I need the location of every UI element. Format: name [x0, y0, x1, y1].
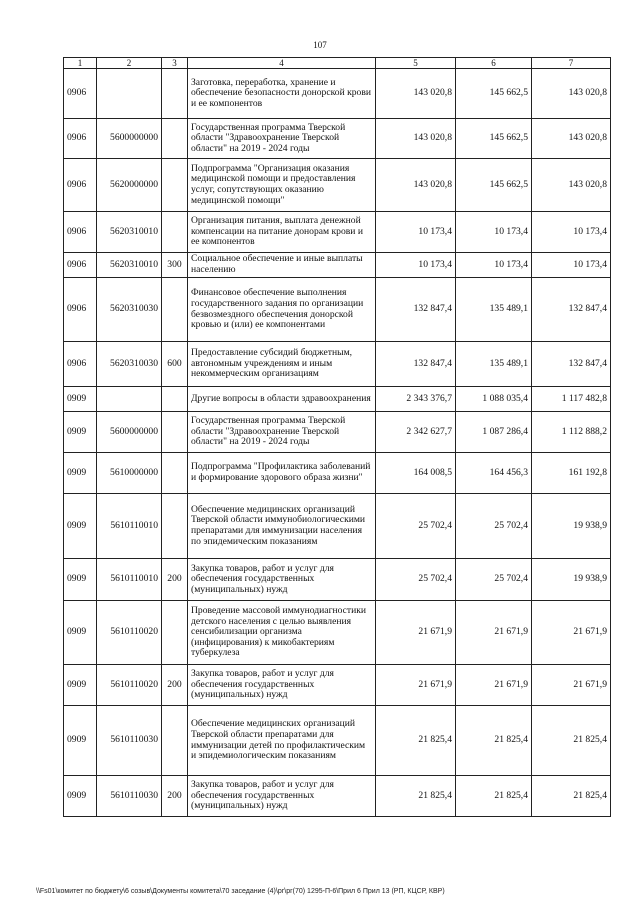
amount-col5: 21 671,9: [376, 665, 456, 706]
amount-col7: 19 938,9: [532, 494, 611, 559]
expense-type: [162, 69, 188, 119]
expense-type: 300: [162, 253, 188, 278]
target-code: 5610110020: [97, 601, 162, 665]
amount-col7: 132 847,4: [532, 342, 611, 387]
amount-col5: 2 342 627,7: [376, 412, 456, 453]
section-code: 0909: [64, 601, 97, 665]
section-code: 0906: [64, 159, 97, 212]
col-header-2: 2: [97, 58, 162, 69]
amount-col5: 21 825,4: [376, 776, 456, 817]
amount-col5: 132 847,4: [376, 278, 456, 342]
col-header-6: 6: [456, 58, 532, 69]
section-code: 0909: [64, 776, 97, 817]
amount-col7: 132 847,4: [532, 278, 611, 342]
amount-col5: 143 020,8: [376, 119, 456, 159]
table-row: [64, 159, 611, 212]
section-code: 0906: [64, 278, 97, 342]
amount-col6: 21 825,4: [456, 706, 532, 776]
item-name: Закупка товаров, работ и услуг для обеспечения государственных (муниципальных) нужд: [188, 776, 376, 817]
table-row: [64, 494, 611, 559]
table-row: [64, 119, 611, 159]
table-row: [64, 387, 611, 412]
section-code: 0906: [64, 253, 97, 278]
target-code: 5610110010: [97, 559, 162, 601]
item-name: Закупка товаров, работ и услуг для обеспечения государственных (муниципальных) нужд: [188, 665, 376, 706]
expense-type: [162, 706, 188, 776]
col-header-5: 5: [376, 58, 456, 69]
amount-col7: 143 020,8: [532, 119, 611, 159]
amount-col6: 135 489,1: [456, 278, 532, 342]
target-code: 5600000000: [97, 119, 162, 159]
item-name: Социальное обеспечение и иные выплаты населению: [188, 253, 376, 278]
amount-col5: 21 671,9: [376, 601, 456, 665]
amount-col6: 145 662,5: [456, 159, 532, 212]
item-name: Другие вопросы в области здравоохранения: [188, 387, 376, 412]
target-code: 5610110010: [97, 494, 162, 559]
file-path-footer: \\Fs01\комитет по бюджету\6 созыв\Документы комитета\70 заседание (4)\рг\рг(70) 1295-П-6\Прил 6 Прил 13 (РП, КЦСР, КВР): [36, 888, 445, 895]
item-name: Заготовка, переработка, хранение и обеспечение безопасности донорской крови и ее компонентов: [188, 69, 376, 119]
table-row: [64, 601, 611, 665]
item-name: Проведение массовой иммунодиагностики детского населения с целью выявления сенсибилизации организма (инфицирования) к микобактериям туберкулеза: [188, 601, 376, 665]
table-row: [64, 776, 611, 817]
amount-col7: 21 825,4: [532, 776, 611, 817]
amount-col5: 21 825,4: [376, 706, 456, 776]
expense-type: [162, 387, 188, 412]
target-code: 5620000000: [97, 159, 162, 212]
expense-type: 200: [162, 776, 188, 817]
col-header-1: 1: [64, 58, 97, 69]
table-row: [64, 69, 611, 119]
amount-col6: 25 702,4: [456, 494, 532, 559]
page-number: 107: [313, 40, 327, 50]
table-row: [64, 412, 611, 453]
amount-col6: 25 702,4: [456, 559, 532, 601]
amount-col6: 10 173,4: [456, 212, 532, 253]
amount-col7: 19 938,9: [532, 559, 611, 601]
amount-col6: 145 662,5: [456, 119, 532, 159]
amount-col7: 10 173,4: [532, 212, 611, 253]
col-header-4: 4: [188, 58, 376, 69]
section-code: 0909: [64, 665, 97, 706]
amount-col7: 161 192,8: [532, 453, 611, 494]
amount-col7: 21 671,9: [532, 601, 611, 665]
expense-type: [162, 601, 188, 665]
expense-type: [162, 412, 188, 453]
section-code: 0906: [64, 119, 97, 159]
section-code: 0906: [64, 69, 97, 119]
section-code: 0909: [64, 559, 97, 601]
table-row: [64, 253, 611, 278]
table-row: [64, 559, 611, 601]
amount-col7: 143 020,8: [532, 69, 611, 119]
amount-col6: 21 671,9: [456, 665, 532, 706]
item-name: Подпрограмма "Профилактика заболеваний и формирование здорового образа жизни": [188, 453, 376, 494]
target-code: 5620310030: [97, 342, 162, 387]
section-code: 0909: [64, 412, 97, 453]
table-row: [64, 665, 611, 706]
item-name: Предоставление субсидий бюджетным, автономным учреждениям и иным некоммерческим организациям: [188, 342, 376, 387]
amount-col7: 1 112 888,2: [532, 412, 611, 453]
item-name: Обеспечение медицинских организаций Тверской области иммунобиологическими препаратами для иммунизации населения по эпидемическим показаниям: [188, 494, 376, 559]
target-code: 5620310030: [97, 278, 162, 342]
expense-type: 600: [162, 342, 188, 387]
target-code: 5610000000: [97, 453, 162, 494]
section-code: 0909: [64, 706, 97, 776]
item-name: Подпрограмма "Организация оказания медицинской помощи и предоставления услуг, сопутствующих оказанию медицинской помощи": [188, 159, 376, 212]
col-header-7: 7: [532, 58, 611, 69]
amount-col7: 1 117 482,8: [532, 387, 611, 412]
item-name: Финансовое обеспечение выполнения государственного задания по организации безвозмездного обеспечения донорской кровью и (или) ее компонентами: [188, 278, 376, 342]
amount-col6: 10 173,4: [456, 253, 532, 278]
section-code: 0906: [64, 212, 97, 253]
section-code: 0909: [64, 387, 97, 412]
table-row: [64, 706, 611, 776]
col-header-3: 3: [162, 58, 188, 69]
item-name: Закупка товаров, работ и услуг для обеспечения государственных (муниципальных) нужд: [188, 559, 376, 601]
amount-col5: 25 702,4: [376, 494, 456, 559]
table-row: [64, 212, 611, 253]
expense-type: [162, 119, 188, 159]
target-code: 5610110030: [97, 776, 162, 817]
amount-col5: 132 847,4: [376, 342, 456, 387]
amount-col6: 21 671,9: [456, 601, 532, 665]
expense-type: [162, 278, 188, 342]
amount-col6: 1 088 035,4: [456, 387, 532, 412]
item-name: Государственная программа Тверской области "Здравоохранение Тверской области" на 2019 - 2024 годы: [188, 119, 376, 159]
item-name: Обеспечение медицинских организаций Тверской области препаратами для иммунизации детей по профилактическим и эпидемиологическим показаниям: [188, 706, 376, 776]
section-code: 0906: [64, 342, 97, 387]
target-code: [97, 69, 162, 119]
amount-col7: 21 671,9: [532, 665, 611, 706]
target-code: 5610110030: [97, 706, 162, 776]
expense-type: 200: [162, 665, 188, 706]
expense-type: [162, 159, 188, 212]
target-code: 5610110020: [97, 665, 162, 706]
table-row: [64, 278, 611, 342]
target-code: 5620310010: [97, 212, 162, 253]
amount-col5: 25 702,4: [376, 559, 456, 601]
amount-col7: 21 825,4: [532, 706, 611, 776]
expense-type: [162, 453, 188, 494]
amount-col5: 164 008,5: [376, 453, 456, 494]
expense-type: [162, 494, 188, 559]
amount-col5: 10 173,4: [376, 212, 456, 253]
amount-col7: 10 173,4: [532, 253, 611, 278]
table-row: [64, 342, 611, 387]
expense-type: 200: [162, 559, 188, 601]
amount-col7: 143 020,8: [532, 159, 611, 212]
item-name: Государственная программа Тверской области "Здравоохранение Тверской области" на 2019 - 2024 годы: [188, 412, 376, 453]
amount-col5: 143 020,8: [376, 159, 456, 212]
section-code: 0909: [64, 494, 97, 559]
section-code: 0909: [64, 453, 97, 494]
budget-table: [63, 57, 611, 817]
item-name: Организация питания, выплата денежной компенсации на питание донорам крови и ее компонентов: [188, 212, 376, 253]
target-code: 5620310010: [97, 253, 162, 278]
amount-col6: 164 456,3: [456, 453, 532, 494]
amount-col5: 2 343 376,7: [376, 387, 456, 412]
table-row: [64, 453, 611, 494]
amount-col6: 21 825,4: [456, 776, 532, 817]
expense-type: [162, 212, 188, 253]
amount-col6: 1 087 286,4: [456, 412, 532, 453]
amount-col5: 143 020,8: [376, 69, 456, 119]
amount-col6: 145 662,5: [456, 69, 532, 119]
amount-col6: 135 489,1: [456, 342, 532, 387]
target-code: [97, 387, 162, 412]
target-code: 5600000000: [97, 412, 162, 453]
header-row: [64, 58, 611, 69]
amount-col5: 10 173,4: [376, 253, 456, 278]
